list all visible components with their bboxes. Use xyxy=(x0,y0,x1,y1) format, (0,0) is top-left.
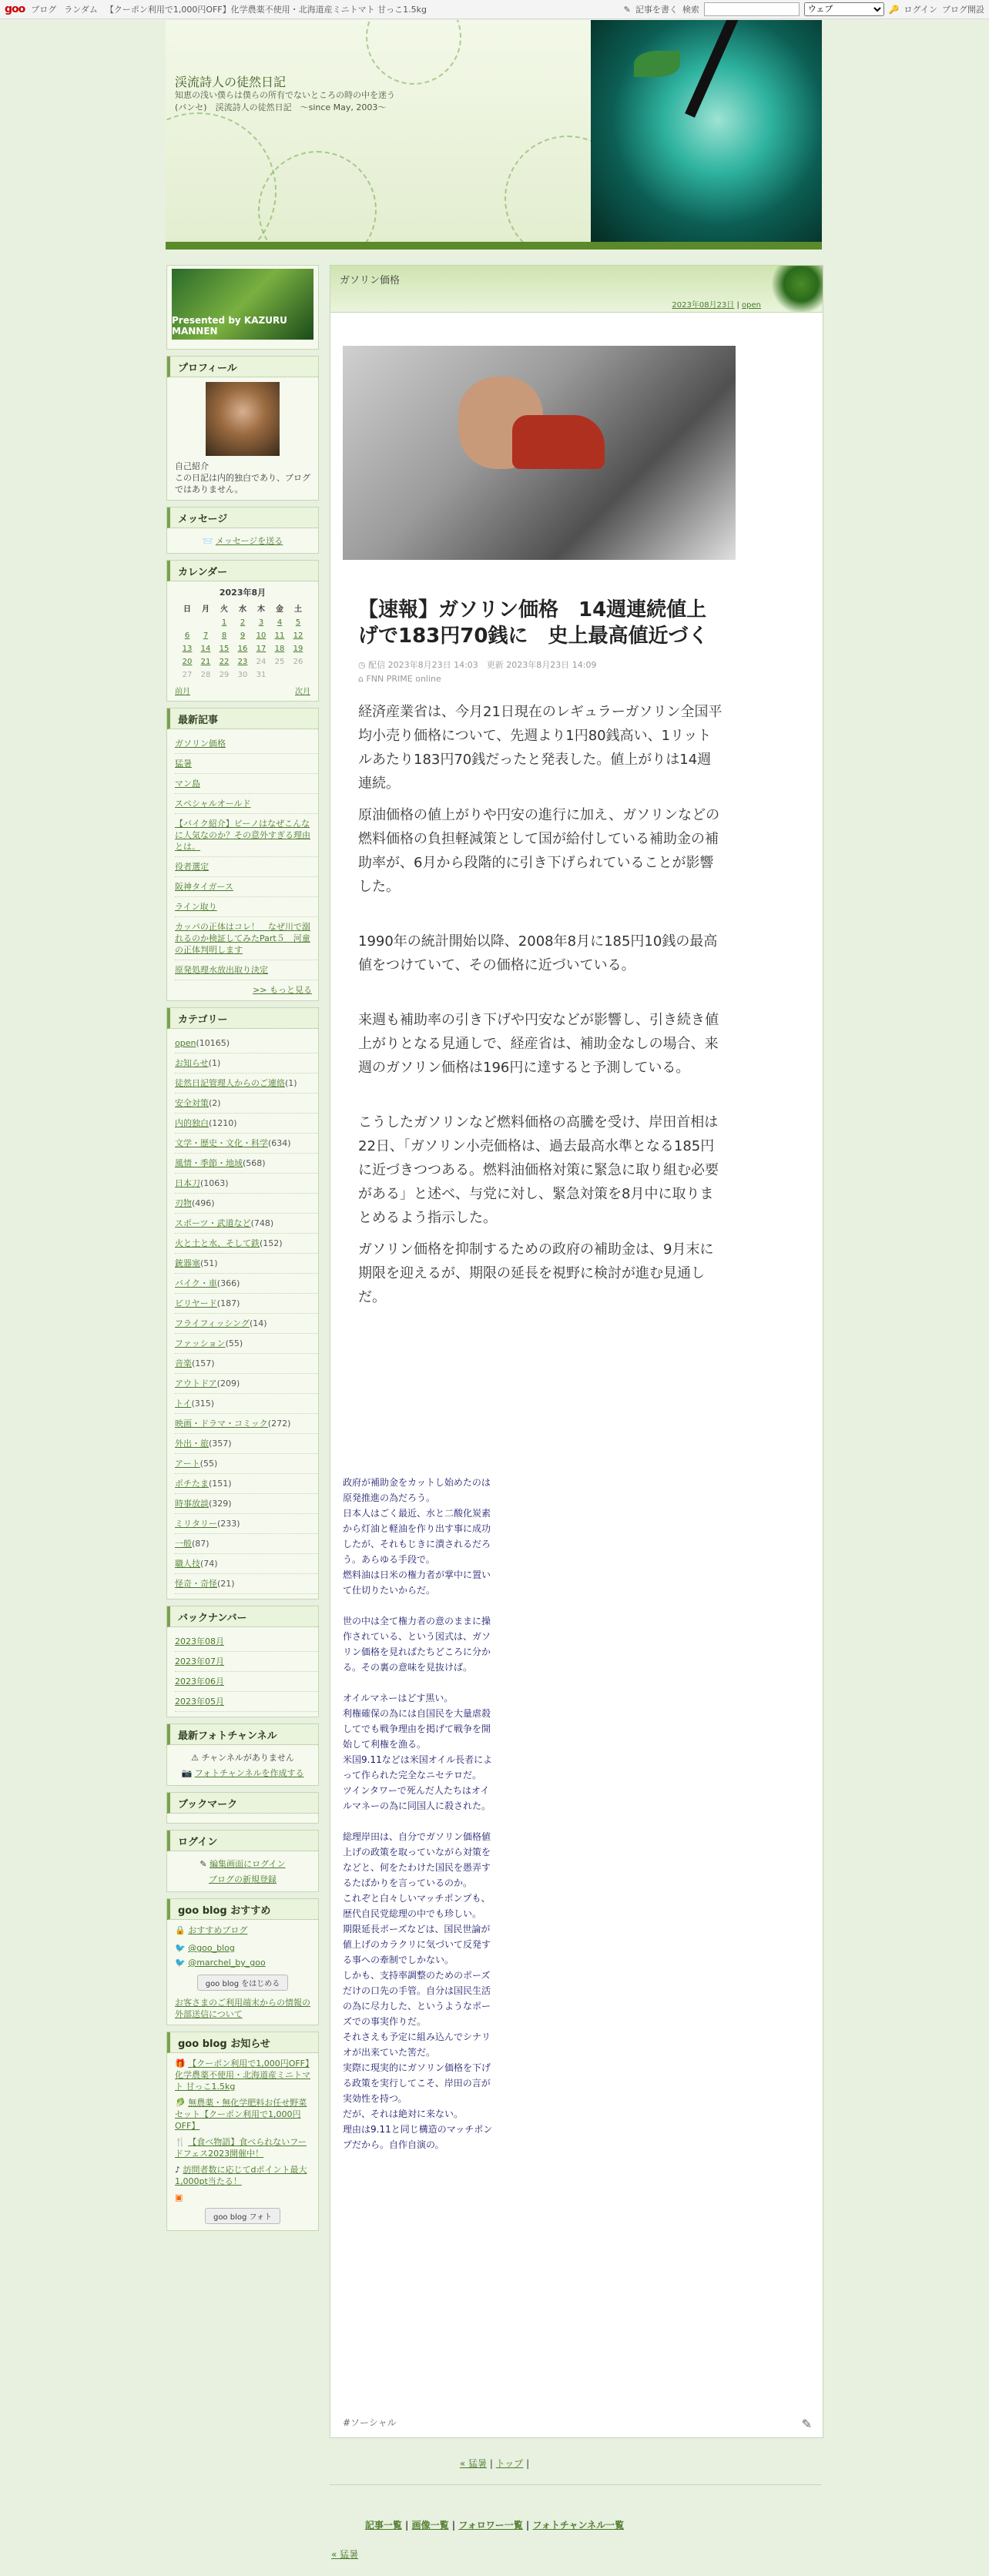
bookmark-box xyxy=(166,1792,319,1824)
calendar-day[interactable]: 10 xyxy=(256,631,267,640)
calendar-day[interactable]: 17 xyxy=(256,645,267,653)
calendar-weekday: 水 xyxy=(239,605,246,614)
bookmark-heading: ブックマーク xyxy=(167,1793,318,1814)
calendar-day xyxy=(289,668,307,682)
footer-image-list-link[interactable]: 画像一覧 xyxy=(411,2520,449,2531)
mint-leaf xyxy=(634,51,680,77)
category-item xyxy=(175,1294,318,1314)
search-label: 検索 xyxy=(682,5,699,15)
category-count: (233) xyxy=(217,1519,240,1529)
category-item xyxy=(175,1454,318,1474)
category-item xyxy=(175,1534,318,1554)
category-count: (74) xyxy=(200,1559,218,1569)
calendar-day[interactable]: 21 xyxy=(200,658,211,666)
backnumber-heading: バックナンバー xyxy=(167,1606,318,1627)
recent-article-link[interactable]: 阪神タイガース xyxy=(175,877,318,897)
category-count: (1063) xyxy=(200,1178,229,1188)
search-input[interactable] xyxy=(704,2,800,16)
category-count: (748) xyxy=(250,1218,274,1228)
article-date-row: 2023年08月23日 | open xyxy=(672,301,761,310)
category-item xyxy=(175,1114,318,1134)
gasoline-nozzle-photo xyxy=(343,346,736,560)
blog-register-link[interactable]: ブログの新規登録 xyxy=(209,1874,277,1884)
ornament-2 xyxy=(258,151,377,250)
write-article-link[interactable]: 記事を書く xyxy=(635,5,678,15)
recent-article-link[interactable]: 役者選定 xyxy=(175,857,318,877)
category-item xyxy=(175,1354,318,1374)
calendar-week xyxy=(178,642,307,655)
edit-pencil-icon[interactable]: ✎ xyxy=(801,2417,812,2431)
calendar-day: 26 xyxy=(293,658,303,666)
news-meta-source-row xyxy=(358,672,723,686)
recent-article-link[interactable]: 【バイク紹介】ビーノはなぜこんなに人気なのか？その意外すぎる理由とは。 xyxy=(175,814,318,857)
calendar-day xyxy=(196,616,215,629)
recent-article-link[interactable]: ライン取り xyxy=(175,897,318,917)
news-item-link[interactable]: 訪問者数に応じてdポイント最大1,000pt当たる！ xyxy=(175,2165,307,2186)
category-count: (187) xyxy=(216,1298,240,1308)
category-link[interactable]: 日本刀 xyxy=(175,1178,200,1188)
category-count: (2) xyxy=(209,1098,221,1108)
category-item xyxy=(175,1574,318,1594)
camera-icon: 📷 xyxy=(181,1768,193,1778)
news-item-link[interactable]: 【クーポン利用で1,000円OFF】化学農薬不使用・北海道産ミニトマト 甘っこ1.5kg xyxy=(175,2058,310,2092)
category-link[interactable]: 安全対策 xyxy=(175,1098,209,1108)
calendar-day[interactable]: 19 xyxy=(293,645,303,653)
commentary-block-3: オイルマネーはどす黒い。 利権確保の為には自国民を大量虐殺してでも戦争理由を掲げて戦争を開始して利権を漁る。 米国9.11などは米国オイル長者によって作られた完全なニセテロだ。 ツインタワーで死んだ人たちはオイルマネーの為に同国人に殺された。 xyxy=(343,1693,493,1811)
calendar-weekday: 月 xyxy=(202,605,210,614)
category-count: (315) xyxy=(191,1399,215,1409)
calendar-day[interactable]: 1 xyxy=(221,618,227,627)
straw xyxy=(685,20,739,118)
calendar-weekdays xyxy=(178,600,307,616)
backnumber-link[interactable]: 2023年06月 xyxy=(175,1672,318,1692)
category-item xyxy=(175,1174,318,1194)
recent-more-link[interactable]: >> もっと見る xyxy=(253,985,312,995)
category-count: (1) xyxy=(208,1058,221,1068)
twitter-icon: 🐦 xyxy=(175,1943,186,1953)
recent-article-link[interactable]: 原発処理水放出取り決定 xyxy=(175,960,318,980)
blog-description: 知恵の浅い僕らは僕らの所有でないところの時の中を迷う(パンセ) 渓流詩人の徒然日記 ～since May, 2003～ xyxy=(175,90,395,112)
twitter-row-2 xyxy=(167,1957,318,1968)
recent-articles-box xyxy=(166,708,319,1001)
topbar-right xyxy=(624,2,984,16)
login-box xyxy=(166,1830,319,1892)
calendar-day: 31 xyxy=(256,671,267,679)
recommend-heading: goo blog おすすめ xyxy=(167,1899,318,1920)
recent-article-link[interactable]: カッパの正体はコレ！ なぜ川で溺れるのか検証してみたPart５ 河童の正体判明します xyxy=(175,917,318,960)
news-paragraph-4: 来週も補助率の引き下げや円安などが影響し、引き続き値上がりとなる見通しで、経産省は、補助金なしの場合、来週のガソリン価格は196円に達すると予測している。 xyxy=(358,1012,719,1076)
news-item xyxy=(167,2097,318,2132)
pen-icon: ✎ xyxy=(199,1859,207,1869)
recent-article-link[interactable]: ガソリン価格 xyxy=(175,734,318,754)
article-date-link[interactable]: 2023年08月23日 xyxy=(672,301,735,310)
category-count: (209) xyxy=(216,1378,240,1388)
envelope-icon: 📨 xyxy=(202,536,213,546)
twitter-link-marchel[interactable]: @marchel_by_goo xyxy=(188,1958,266,1968)
calendar-day[interactable]: 8 xyxy=(221,631,227,640)
profile-intro-text: この日記は内的独白であり、ブログではありません。 xyxy=(175,473,310,494)
category-link[interactable]: 火と土と水、そして鉄 xyxy=(175,1238,260,1248)
category-item xyxy=(175,1314,318,1334)
footer-sep: | xyxy=(523,2458,530,2469)
category-link[interactable]: ビリヤード xyxy=(175,1298,217,1308)
category-count: (496) xyxy=(192,1198,215,1208)
calendar-day: 27 xyxy=(182,671,193,679)
category-item xyxy=(175,1474,318,1494)
calendar-week xyxy=(178,668,307,682)
category-link[interactable]: 刃物 xyxy=(175,1198,192,1208)
calendar-day[interactable]: 20 xyxy=(182,658,193,666)
message-heading: メッセージ xyxy=(167,507,318,528)
footer-prev-bottom-link[interactable]: « 猛暑 xyxy=(331,2549,359,2560)
calendar-caption: 2023年8月 xyxy=(219,588,267,598)
calendar-nav xyxy=(167,682,318,696)
category-link[interactable]: 外出・旅 xyxy=(175,1439,209,1449)
main-article xyxy=(330,265,823,2438)
category-item xyxy=(175,1214,318,1234)
calendar-day[interactable]: 9 xyxy=(240,631,246,640)
category-count: (568) xyxy=(243,1158,266,1168)
goo-topbar xyxy=(0,0,989,19)
category-item xyxy=(175,1094,318,1114)
category-link[interactable]: 内的独白 xyxy=(175,1118,209,1128)
category-link[interactable]: 音楽 xyxy=(175,1358,192,1368)
news-list xyxy=(167,2058,318,2187)
news-heading: goo blog お知らせ xyxy=(167,2032,318,2053)
footer-follower-list-link[interactable]: フォロワー一覧 xyxy=(458,2520,523,2531)
recommend-link[interactable]: おすすめブログ xyxy=(188,1925,248,1935)
avatar xyxy=(206,382,280,456)
profile-box xyxy=(166,356,319,501)
nozzle xyxy=(512,415,605,469)
category-count: (87) xyxy=(192,1539,210,1549)
article-tag[interactable]: #ソーシャル xyxy=(343,2417,397,2428)
news-excerpt xyxy=(343,597,739,1309)
topbar-promo-link[interactable]: 【クーポン利用で1,000円OFF】化学農薬不使用・北海道産ミニトマト 甘っこ1.5kg xyxy=(105,5,427,15)
footer-photochannel-list-link[interactable]: フォトチャンネル一覧 xyxy=(532,2520,625,2531)
key-icon: 🔑 xyxy=(888,4,900,15)
news-paragraph-6: ガソリン価格を抑制するための政府の補助金は、9月末に期限を迎えるが、期限の延長を視野に検討が進む見通しだ。 xyxy=(358,1241,714,1305)
calendar-day: 25 xyxy=(274,658,285,666)
calendar-weekday: 金 xyxy=(276,605,283,614)
category-link[interactable]: バイク・車 xyxy=(175,1278,217,1288)
calendar-day[interactable]: 23 xyxy=(237,658,248,666)
calendar-table xyxy=(178,600,307,682)
calendar-weekday: 日 xyxy=(183,605,191,614)
photo-channel-heading: 最新フォトチャンネル xyxy=(167,1724,318,1745)
calendar-prev-link[interactable]: 前月 xyxy=(175,688,190,696)
footer-prev-link[interactable]: « 猛暑 xyxy=(459,2458,487,2469)
topbar-link-random[interactable]: ランダム xyxy=(64,5,98,15)
news-meta-source: FNN PRIME online xyxy=(366,674,441,684)
blog-title[interactable]: 渓流詩人の徒然日記 xyxy=(175,75,287,89)
edit-login-link[interactable]: 編集画面にログイン xyxy=(210,1859,286,1869)
login-link[interactable]: ログイン xyxy=(904,5,937,15)
category-count: (55) xyxy=(225,1338,243,1348)
calendar-day xyxy=(178,616,196,629)
category-link[interactable]: 映画・ドラマ・コミック xyxy=(175,1419,268,1429)
article-header xyxy=(330,266,823,313)
backnumber-list xyxy=(167,1632,318,1712)
article-title: ガソリン価格 xyxy=(340,275,401,286)
category-item xyxy=(175,1234,318,1254)
category-count: (21) xyxy=(217,1579,235,1589)
login-heading: ログイン xyxy=(167,1831,318,1851)
category-count: (357) xyxy=(209,1439,232,1449)
banner-image[interactable]: Presented by KAZURU MANNEN xyxy=(172,269,313,340)
category-link[interactable]: ファッション xyxy=(175,1338,226,1348)
category-link[interactable]: 一般 xyxy=(175,1539,192,1549)
category-link[interactable]: 怪奇・奇怪 xyxy=(175,1579,217,1589)
backnumber-link[interactable]: 2023年05月 xyxy=(175,1692,318,1712)
blog-icon: 🔒 xyxy=(175,1925,186,1935)
category-link[interactable]: トイ xyxy=(175,1399,192,1409)
category-list xyxy=(167,1033,318,1594)
category-count: (634) xyxy=(268,1138,291,1148)
category-count: (55) xyxy=(199,1459,218,1469)
send-message-row xyxy=(167,533,318,548)
photo-channel-box xyxy=(166,1723,319,1786)
categories-heading: カテゴリー xyxy=(167,1008,318,1029)
category-item xyxy=(175,1494,318,1514)
category-item xyxy=(175,1254,318,1274)
category-count: (157) xyxy=(192,1358,215,1368)
calendar-day[interactable]: 12 xyxy=(293,631,303,640)
recent-article-link[interactable]: 猛暑 xyxy=(175,754,318,774)
categories-box xyxy=(166,1007,319,1600)
goo-blog-photo-button[interactable]: goo blog フォト xyxy=(205,2208,280,2224)
photo-channel-empty: チャンネルがありません xyxy=(201,1753,294,1763)
commentary xyxy=(343,1475,497,2168)
rss-icon[interactable]: ▣ xyxy=(175,2192,183,2202)
news-item-link[interactable]: 無農薬・無化学肥料お任せ野菜セット【クーポン利用で1,000円OFF】 xyxy=(175,2098,307,2131)
news-meta-date: 配信 2023年8月23日 14:03 更新 2023年8月23日 14:09 xyxy=(368,660,597,670)
category-link[interactable]: 文学・歴史・文化・科学 xyxy=(175,1138,268,1148)
profile-intro-title: 自己紹介 xyxy=(175,461,209,471)
recommend-box xyxy=(166,1898,319,2025)
news-box xyxy=(166,2032,319,2231)
calendar-weekday: 木 xyxy=(257,605,265,614)
category-link[interactable]: 風情・季節・地域 xyxy=(175,1158,243,1168)
category-item xyxy=(175,1374,318,1394)
news-item-icon: ♪ xyxy=(175,2165,183,2175)
clock-icon: ◷ xyxy=(358,660,366,670)
category-count: (1) xyxy=(285,1078,297,1088)
calendar-day[interactable]: 4 xyxy=(277,618,283,627)
category-count: (151) xyxy=(209,1479,232,1489)
ornament-1 xyxy=(166,112,277,250)
footer-divider xyxy=(330,2484,822,2485)
category-link[interactable]: ポチたま xyxy=(175,1479,209,1489)
category-count: (366) xyxy=(216,1278,240,1288)
calendar-day[interactable]: 13 xyxy=(182,645,193,653)
recent-list xyxy=(167,734,318,980)
news-item-icon: 🥬 xyxy=(175,2098,189,2108)
news-paragraph-5: こうしたガソリンなど燃料価格の高騰を受け、岸田首相は22日、「ガソリン小売価格は、過去最高水準となる185円に近づきつつある。燃料油価格対策に緊急に取り組む必要がある」と述べ、与党に対し、緊急対策を8月中に取りまとめるよう指示した。 xyxy=(358,1114,719,1226)
recent-heading: 最新記事 xyxy=(167,708,318,729)
profile-heading: プロフィール xyxy=(167,357,318,377)
calendar-day[interactable]: 6 xyxy=(184,631,190,640)
category-item xyxy=(175,1194,318,1214)
calendar-day[interactable]: 22 xyxy=(219,658,230,666)
twitter-row-1 xyxy=(167,1942,318,1954)
photo-channel-empty-row xyxy=(167,1750,318,1765)
category-link[interactable]: open xyxy=(175,1038,196,1048)
calendar-day[interactable]: 3 xyxy=(258,618,264,627)
news-paragraph-3: 1990年の統計開始以降、2008年8月に185円10銭の最高値をつけていて、その価格に近づいている。 xyxy=(358,933,718,973)
calendar-heading: カレンダー xyxy=(167,561,318,581)
category-link[interactable]: アウトドア xyxy=(175,1378,217,1388)
recent-article-link[interactable]: スペシャルオールド xyxy=(175,794,318,814)
pencil-icon: ✎ xyxy=(623,4,631,15)
warning-icon: ⚠ xyxy=(191,1753,199,1763)
category-item xyxy=(175,1134,318,1154)
news-paragraph-2: 原油価格の値上がりや円安の進行に加え、ガソリンなどの燃料価格の負担軽減策として国が給付している補助金の補助率が、6月から段階的に引き下げられていることが影響した。 xyxy=(358,807,720,895)
news-item xyxy=(167,2164,318,2187)
twitter-link-goo-blog[interactable]: @goo_blog xyxy=(188,1943,235,1953)
category-count: (152) xyxy=(260,1238,283,1248)
goo-logo[interactable]: goo xyxy=(5,3,25,15)
message-box xyxy=(166,507,319,554)
news-meta xyxy=(358,658,723,686)
calendar-day[interactable]: 14 xyxy=(200,645,211,653)
category-item xyxy=(175,1274,318,1294)
send-message-link[interactable]: メッセージを送る xyxy=(215,536,283,546)
category-item xyxy=(175,1154,318,1174)
category-link[interactable]: お知らせ xyxy=(175,1058,209,1068)
backnumber-link[interactable]: 2023年08月 xyxy=(175,1632,318,1652)
external-transmission-link[interactable]: お客さまのご利用端末からの情報の外部送信について xyxy=(175,1998,310,2019)
calendar-week xyxy=(178,655,307,668)
banner-box xyxy=(166,265,319,350)
photo-channel-create-link[interactable]: フォトチャンネルを作成する xyxy=(194,1768,304,1778)
category-item xyxy=(175,1334,318,1354)
category-link[interactable]: スポーツ・武道など xyxy=(175,1218,251,1228)
news-item-icon: 🎁 xyxy=(175,2058,189,2069)
start-goo-blog-button[interactable]: goo blog をはじめる xyxy=(197,1975,289,1991)
source-icon: ⌂ xyxy=(358,674,364,684)
category-item xyxy=(175,1394,318,1414)
calendar-week xyxy=(178,616,307,629)
news-item xyxy=(167,2136,318,2159)
news-item-icon: 🍴 xyxy=(175,2137,189,2147)
category-count: (51) xyxy=(200,1258,218,1268)
category-item xyxy=(175,1074,318,1094)
category-item xyxy=(175,1554,318,1574)
sidebar xyxy=(166,265,319,2237)
calendar-day: 29 xyxy=(219,671,230,679)
calendar-day[interactable]: 5 xyxy=(295,618,301,627)
footer-list-links: 記事一覧 | 画像一覧 | フォロワー一覧 | フォトチャンネル一覧 xyxy=(364,2520,625,2531)
calendar-day: 24 xyxy=(256,658,267,666)
calendar-weekday: 火 xyxy=(220,605,228,614)
search-scope-select[interactable] xyxy=(804,2,884,16)
calendar-day[interactable]: 7 xyxy=(203,631,209,640)
category-link[interactable]: 職人技 xyxy=(175,1559,200,1569)
recent-article-link[interactable]: マン島 xyxy=(175,774,318,794)
calendar-day: 30 xyxy=(237,671,248,679)
category-item xyxy=(175,1054,318,1074)
category-count: (329) xyxy=(209,1499,232,1509)
calendar-week xyxy=(178,629,307,642)
category-item xyxy=(175,1514,318,1534)
backnumber-link[interactable]: 2023年07月 xyxy=(175,1652,318,1672)
calendar-day[interactable]: 2 xyxy=(240,618,246,627)
header-image-glass xyxy=(591,20,822,242)
commentary-block-1: 政府が補助金をカットし始めたのは原発推進の為だろう。 日本人はごく最近、水と二酸化炭素から灯油と軽油を作り出す事に成功したが、それもじきに潰されるだろう。あらゆる手段で。 燃料油は日米の権力者が掌中に置いて仕切りたいからだ。 xyxy=(343,1477,491,1596)
photo-channel-create-row xyxy=(167,1765,318,1780)
category-count: (10165) xyxy=(196,1038,230,1048)
category-item xyxy=(175,1033,318,1054)
commentary-block-2: 世の中は全て権力者の意のままに操作されている、という図式は、ガソリン価格を見ればたちどころに分かる。その裏の意味を見抜けば。 xyxy=(343,1616,491,1673)
category-link[interactable]: 徒然日記管理人からのご連絡 xyxy=(175,1078,285,1088)
twitter-icon: 🐦 xyxy=(175,1958,186,1968)
calendar-day: 28 xyxy=(200,671,211,679)
category-link[interactable]: ミリタリー xyxy=(175,1519,217,1529)
register-link[interactable]: ブログ開設 xyxy=(942,5,984,15)
category-item xyxy=(175,1434,318,1454)
category-link[interactable]: 時事放談 xyxy=(175,1499,209,1509)
commentary-block-4: 総理岸田は、自分でガソリン価格値上げの政策を取っていながら対策をなどと、何をたわけた国民を愚弄するたばかりを言っているのか。 これぞと白々しいマッチポンプも、歴代自民党総理の中でも珍しい。 期限延長ポーズなどは、国民世論が値上げのカラクリに気づいて反発する事への牽制でしかない。 しかも、支持率調整のためのポーズだけの口先の手管。自分は国民生活の為に尽力した、というようなポーズでの事実作りだ。 それさえも予定に組み込んでシナリオが出来ていた筈だ。 実際に現実的にガソリン価格を下げる政策を実行してこそ、岸田の言が実効性を持つ。 だが、それは絶対に来ない。 理由は9.11と同じ構造のマッチポンプだから。自作自演の。 xyxy=(343,1831,493,2150)
footer-pager xyxy=(0,2457,989,2470)
calendar-weekday: 土 xyxy=(294,605,302,614)
category-link[interactable]: フライフィッシング xyxy=(175,1318,250,1328)
news-meta-date-row xyxy=(358,658,723,672)
calendar-day[interactable]: 15 xyxy=(219,645,230,653)
footer-sep: | xyxy=(487,2458,496,2469)
topbar-link-blog[interactable]: ブログ xyxy=(31,5,57,15)
news-item-link[interactable]: 【食べ物語】食べられないフードフェス2023開催中！ xyxy=(175,2137,307,2159)
calendar-next-link[interactable]: 次月 xyxy=(295,688,310,696)
calendar-day[interactable]: 11 xyxy=(274,631,285,640)
edit-login-row xyxy=(167,1856,318,1871)
recommend-row xyxy=(167,1924,318,1936)
news-paragraph-1: 経済産業省は、今月21日現在のレギュラーガソリン全国平均小売り価格について、先週より1円80銭高い、1リットルあたり183円70銭だったと発表した。値上がりは14週連続。 xyxy=(358,704,722,792)
category-link[interactable]: アート xyxy=(175,1459,200,1469)
footer-article-list-link[interactable]: 記事一覧 xyxy=(364,2520,402,2531)
ornament-3 xyxy=(366,20,461,85)
calendar-box xyxy=(166,560,319,702)
article-category-link[interactable]: open xyxy=(742,301,761,310)
news-headline: 【速報】ガソリン価格 14週連続値上げで183円70銭に 史上最高値近づく xyxy=(358,598,709,648)
backnumber-box xyxy=(166,1606,319,1717)
calendar-day[interactable]: 16 xyxy=(237,645,248,653)
leaf-ornament xyxy=(769,266,823,312)
blog-header xyxy=(166,20,822,250)
category-count: (1210) xyxy=(209,1118,237,1128)
category-item xyxy=(175,1414,318,1434)
calendar-day xyxy=(270,668,289,682)
news-item xyxy=(167,2058,318,2092)
footer-top-link[interactable]: トップ xyxy=(495,2458,524,2469)
category-count: (272) xyxy=(267,1419,291,1429)
calendar-day[interactable]: 18 xyxy=(274,645,285,653)
category-link[interactable]: 銃器塞 xyxy=(175,1258,200,1268)
category-count: (14) xyxy=(249,1318,267,1328)
